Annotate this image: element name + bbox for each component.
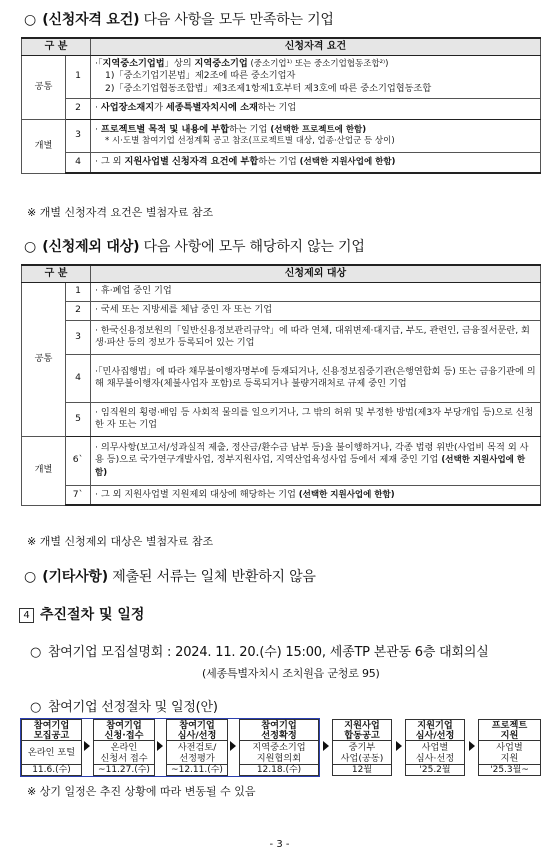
row-number: 7` [66,485,91,505]
exclusion-heading [24,236,365,256]
misc-heading-bold: (기타사항) [42,569,108,585]
eligibility-heading-bold: (신청자격 요건) [42,12,140,28]
row-number: 3 [66,119,91,152]
schedule-step: 프로젝트 지원 사업별 지원 '25.3월~ [478,719,541,776]
table-row-text: · 그 외 지원사업별 지원제외 대상에 해당하는 기업 (선택한 지원사업에 한함) [91,485,541,505]
procedure-heading: ○ 참여기업 선정절차 및 일정(안) [30,700,218,715]
table-row-text: · 국세 또는 지방세를 체납 중인 자 또는 기업 [91,301,541,320]
table-sub-note: 1)「중소기업기본법」제2조에 따른 중소기업자 [105,70,296,82]
schedule-step: 지원사업 합동공고 중기부 사업(공동) 12월 [332,719,392,776]
arrow-right-icon [84,741,90,751]
exclusion-heading-text: 다음 사항에 모두 해당하지 않는 기업 [139,239,365,255]
arrow-right-icon [230,741,236,751]
arrow-right-icon [323,741,329,751]
table-row-text: · 임직원의 횡령·배임 등 사회적 물의를 일으키거나, 그 밖의 허위 및 부정한 방법(제3자 부당개입 등)으로 신청한 자 또는 기업 [91,402,541,436]
table-row-text: · 그 외 지원사업별 신청자격 요건에 부합하는 기업 (선택한 지원사업에 한함) [91,152,541,173]
arrow-right-icon [396,741,402,751]
schedule-date: 12월 [351,765,373,775]
group-individual: 개별 [22,119,66,173]
eligibility-note: ※ 개별 신청자격 요건은 별첨자료 참조 [27,206,214,219]
exclusion-note: ※ 개별 신청제외 대상은 별첨자료 참조 [27,535,214,548]
row-number: 1 [66,55,91,98]
exclusion-heading-bold: (신청제외 대상) [42,239,140,255]
schedule-date: 12.18.(수) [256,765,302,775]
table-row-text: · 휴·폐업 중인 기업 [91,282,541,301]
row-number: 4 [66,354,91,402]
schedule-date: 11.6.(수) [32,765,71,775]
col-header-requirement: 신청자격 요건 [91,38,541,55]
misc-heading-text: 제출된 서류는 일체 반환하지 않음 [107,569,316,585]
col-header-category: 구 분 [22,38,91,55]
exclusion-table [21,264,541,506]
schedule-date: ~12.11.(수) [171,765,223,775]
eligibility-heading-text: 다음 사항을 모두 만족하는 기업 [139,12,334,28]
section-number-box: 4 [19,608,34,623]
group-individual: 개별 [22,436,66,505]
bullet-circle: ○ [30,645,42,660]
row-number: 2 [66,301,91,320]
table-row-text: · 프로젝트별 목적 및 내용에 부합하는 기업 (선택한 프로젝트에 한함) * 시·도별 참여기업 선정계획 공고 참조(프로젝트별 대상, 업종·산업군 등 상이) [91,119,541,152]
row-number: 1 [66,282,91,301]
eligibility-table [21,37,541,174]
schedule-step: 참여기업 모집공고 온라인 포털 11.6.(수) [21,719,82,776]
row-number: 2 [66,98,91,119]
table-row-text: · 한국신용정보원의「일반신용정보관리규약」에 따라 연체, 대위변제·대지급, 부도, 관련인, 금융질서문란, 회생·파산 등의 정보가 등록되어 있는 기업 [91,320,541,354]
arrow-right-icon [157,741,163,751]
table-sub-note: 2)「중소기업협동조합법」제3조제1항제1호부터 제3호에 따른 중소기업협동조합 [105,82,432,94]
row-number: 6` [66,436,91,485]
schedule-step: 지원기업 심사/선정 사업별 심사·선정 '25.2월 [405,719,465,776]
col-header-exclusion: 신청제외 대상 [91,265,541,282]
table-row-text: · 사업장소재지가 세종특별자치시에 소재하는 기업 [91,98,541,119]
bullet-circle: ○ [24,12,37,28]
eligibility-heading [24,9,334,29]
group-common: 공통 [22,282,66,436]
row-number: 3 [66,320,91,354]
page-number: - 3 - [269,839,290,850]
table-row-text: ·「민사집행법」에 따라 채무불이행자명부에 등재되거나, 신용정보집중기관(은행연합회 등) 또는 금융기관에 의해 채무불이행자(체불사업자 포함)로 등록되거나 불량거래처로 규제 중인 기업 [91,354,541,402]
table-row-text: ·「지역중소기업법」상의 지역중소기업 (중소기업¹⁾ 또는 중소기업협동조합²⁾) 1)「중소기업기본법」제2조에 따른 중소기업자 2)「중소기업협동조합법」제3조제1항제1호부터 제3호에 따른 중소기업협동조합 [91,55,541,98]
schedule-note: ※ 상기 일정은 추진 상황에 따라 변동될 수 있음 [27,785,256,798]
bullet-circle: ○ [24,239,37,255]
table-sub-note: * 시·도별 참여기업 선정계획 공고 참조(프로젝트별 대상, 업종·산업군 등 상이) [105,136,395,146]
briefing-line: ○ 참여기업 모집설명회 : 2024. 11. 20.(수) 15:00, 세종TP 본관동 6층 대회의실 [30,645,489,660]
section-4-title: 4 추진절차 및 일정 [19,604,144,624]
group-common: 공통 [22,55,66,119]
briefing-address: (세종특별자치시 조치원읍 군청로 95) [202,667,380,680]
table-row-text: · 의무사항(보고서/성과실적 제출, 정산금/환수금 납부 등)을 불이행하거나, 각종 법령 위반(사업비 목적 외 사용 등)으로 국가연구개발사업, 정부지원사업, 지역산업육성사업 등에서 제재 중인 기업 (선택한 지원사업에 한함) [91,436,541,485]
schedule-step: 참여기업 심사/선정 사전검토/ 선정평가 ~12.11.(수) [166,719,228,776]
schedule-date: '25.2월 [419,765,451,775]
row-number: 5 [66,402,91,436]
schedule-step: 참여기업 선정확정 지역중소기업 지원협의회 12.18.(수) [239,719,319,776]
schedule-date: ~11.27.(수) [98,765,150,775]
bullet-circle: ○ [24,569,37,585]
arrow-right-icon [469,741,475,751]
schedule-step: 참여기업 신청·접수 온라인 신청서 접수 ~11.27.(수) [93,719,155,776]
schedule-date: '25.3월~ [490,765,529,775]
col-header-category: 구 분 [22,265,91,282]
schedule-flow [21,719,541,776]
bullet-circle: ○ [30,700,42,715]
row-number: 4 [66,152,91,173]
misc-heading [24,566,316,586]
